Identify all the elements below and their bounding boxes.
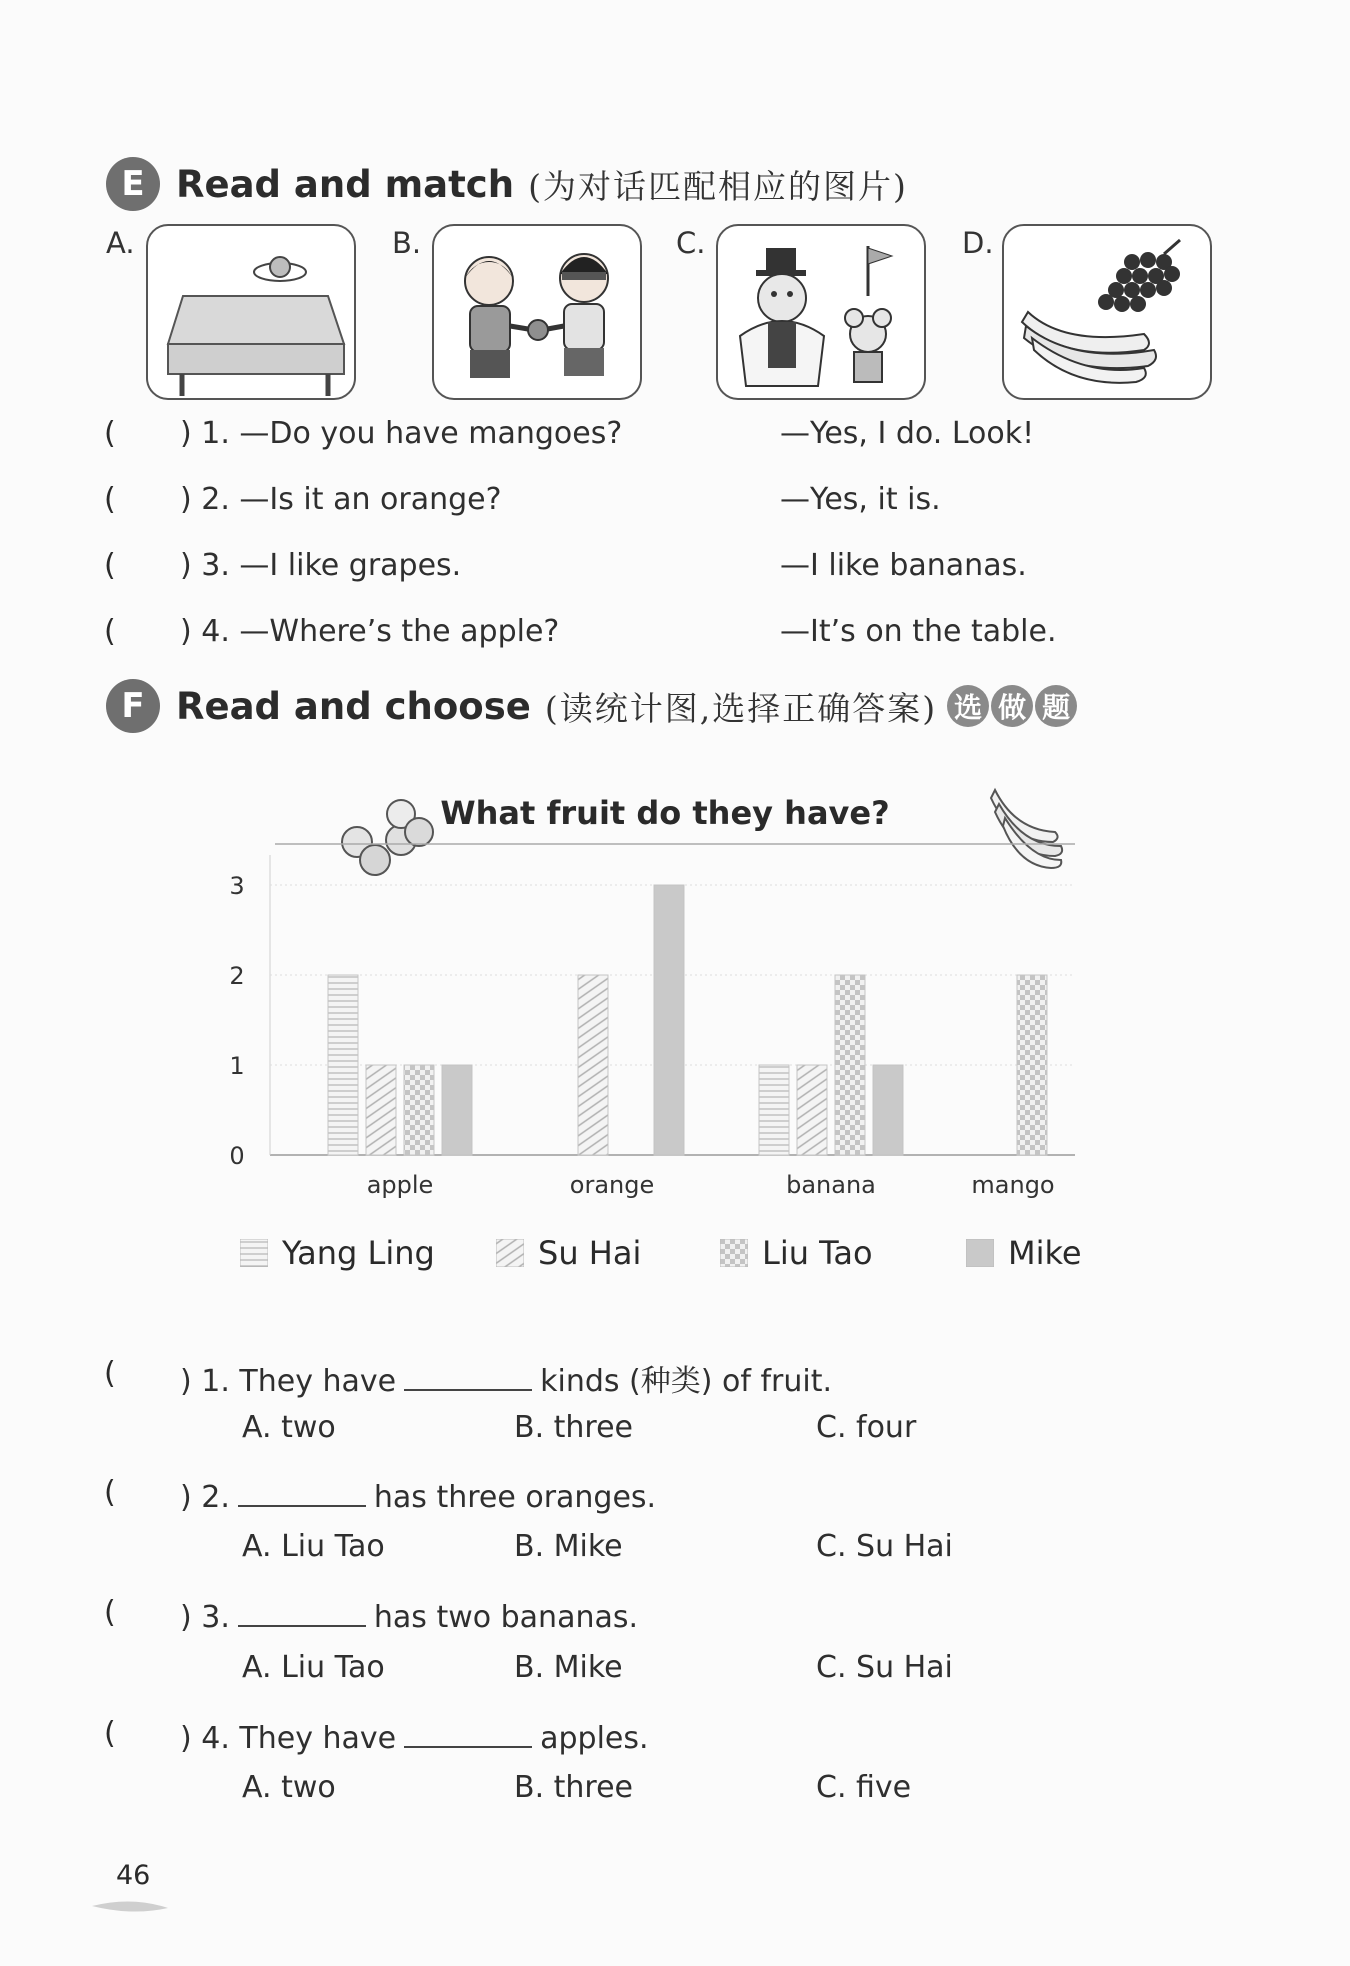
answer-blank[interactable] xyxy=(238,1595,366,1627)
option-a[interactable]: A. Liu Tao xyxy=(242,1529,385,1564)
answer-paren[interactable]: ( xyxy=(104,614,116,649)
x-tick-label: mango xyxy=(971,1171,1055,1199)
x-tick-label: orange xyxy=(569,1171,655,1199)
picture-c-label: C. xyxy=(676,226,706,260)
apples-icon xyxy=(342,800,433,875)
page-corner-decoration-icon xyxy=(92,1896,172,1916)
legend-label: Mike xyxy=(1008,1234,1082,1272)
picture-c-box xyxy=(716,224,926,400)
picture-a-label: A. xyxy=(106,226,135,260)
bar-banana-mike xyxy=(873,1065,903,1155)
bar-orange-mike xyxy=(654,885,684,1155)
fruit-chart-svg xyxy=(215,770,1115,1230)
answer-blank[interactable] xyxy=(404,1716,532,1748)
match-answer: —I like bananas. xyxy=(780,548,1027,583)
question-text: ) 2. has three oranges. xyxy=(180,1475,656,1515)
x-tick-label: apple xyxy=(366,1171,434,1199)
answer-paren[interactable]: ( xyxy=(104,482,116,517)
page-number: 46 xyxy=(116,1860,151,1891)
optional-badge: 选 xyxy=(947,685,989,727)
answer-blank[interactable] xyxy=(404,1359,532,1391)
answer-paren[interactable]: ( xyxy=(104,1475,116,1510)
picture-b-box xyxy=(432,224,642,400)
bar-mango-liu-tao xyxy=(1017,975,1047,1155)
option-a[interactable]: A. Liu Tao xyxy=(242,1650,385,1685)
bar-banana-su-hai xyxy=(797,1065,827,1155)
match-answer: —Yes, it is. xyxy=(780,482,941,517)
legend-label: Liu Tao xyxy=(762,1234,873,1272)
bar-banana-liu-tao xyxy=(835,975,865,1155)
picture-b-label: B. xyxy=(392,226,422,260)
answer-paren[interactable]: ( xyxy=(104,1716,116,1751)
option-b[interactable]: B. Mike xyxy=(514,1529,623,1564)
legend-item xyxy=(240,1234,435,1272)
girls-with-orange-image xyxy=(434,226,640,398)
match-answer: —Yes, I do. Look! xyxy=(780,416,1035,451)
section-e-subtitle: (为对话匹配相应的图片) xyxy=(528,166,908,206)
y-tick-label: 0 xyxy=(229,1142,245,1170)
bar-banana-yang-ling xyxy=(759,1065,789,1155)
question-text: ) 3. has two bananas. xyxy=(180,1595,638,1635)
y-tick-label: 1 xyxy=(229,1052,245,1080)
optional-badge: 题 xyxy=(1035,685,1077,727)
legend-swatch-liu-tao xyxy=(720,1239,748,1267)
grapes-and-bananas-image xyxy=(1004,226,1210,398)
chart-title: What fruit do they have? xyxy=(440,794,890,832)
section-e-title: Read and match xyxy=(176,162,515,206)
legend-item xyxy=(720,1234,873,1272)
section-e-badge: E xyxy=(106,157,160,211)
section-e-header xyxy=(106,154,908,214)
answer-paren[interactable]: ( xyxy=(104,548,116,583)
optional-badge: 做 xyxy=(991,685,1033,727)
option-c[interactable]: C. four xyxy=(816,1410,917,1445)
option-c[interactable]: C. Su Hai xyxy=(816,1529,953,1564)
legend-item xyxy=(966,1234,1082,1272)
option-a[interactable]: A. two xyxy=(242,1770,336,1805)
legend-swatch-yang-ling xyxy=(240,1239,268,1267)
answer-paren[interactable]: ( xyxy=(104,416,116,451)
match-question: ) 3. —I like grapes. xyxy=(180,548,462,583)
option-c[interactable]: C. five xyxy=(816,1770,912,1805)
x-tick-label: banana xyxy=(786,1171,876,1199)
option-b[interactable]: B. three xyxy=(514,1410,634,1445)
bar-apple-yang-ling xyxy=(328,975,358,1155)
fruit-chart xyxy=(215,770,1115,1310)
picture-d-label: D. xyxy=(962,226,994,260)
section-f-subtitle: (读统计图,选择正确答案) xyxy=(544,688,938,728)
section-f-header xyxy=(106,676,1077,736)
bar-orange-su-hai xyxy=(578,975,608,1155)
cat-and-mouse-image xyxy=(718,226,924,398)
answer-blank[interactable] xyxy=(238,1475,366,1507)
option-b[interactable]: B. Mike xyxy=(514,1650,623,1685)
legend-label: Su Hai xyxy=(538,1234,642,1272)
section-f-title: Read and choose xyxy=(176,684,531,728)
legend-swatch-mike xyxy=(966,1239,994,1267)
answer-paren[interactable]: ( xyxy=(104,1356,116,1391)
bar-apple-liu-tao xyxy=(404,1065,434,1155)
option-c[interactable]: C. Su Hai xyxy=(816,1650,953,1685)
option-a[interactable]: A. two xyxy=(242,1410,336,1445)
answer-paren[interactable]: ( xyxy=(104,1595,116,1630)
legend-label: Yang Ling xyxy=(282,1234,435,1272)
match-question: ) 1. —Do you have mangoes? xyxy=(180,416,623,451)
table-with-apple-image xyxy=(148,226,354,398)
section-f-badge: F xyxy=(106,679,160,733)
picture-d-box xyxy=(1002,224,1212,400)
match-question: ) 4. —Where’s the apple? xyxy=(180,614,560,649)
question-text: ) 4. They have apples. xyxy=(180,1716,649,1756)
optional-badges xyxy=(945,685,1077,727)
picture-a-box xyxy=(146,224,356,400)
option-b[interactable]: B. three xyxy=(514,1770,634,1805)
y-tick-label: 3 xyxy=(229,872,245,900)
legend-swatch-su-hai xyxy=(496,1239,524,1267)
legend-item xyxy=(496,1234,641,1272)
bar-apple-su-hai xyxy=(366,1065,396,1155)
question-text: ) 1. They have kinds (种类) of fruit. xyxy=(180,1356,832,1400)
match-question: ) 2. —Is it an orange? xyxy=(180,482,502,517)
bar-apple-mike xyxy=(442,1065,472,1155)
match-answer: —It’s on the table. xyxy=(780,614,1057,649)
y-tick-label: 2 xyxy=(229,962,245,990)
bananas-icon xyxy=(991,790,1062,868)
